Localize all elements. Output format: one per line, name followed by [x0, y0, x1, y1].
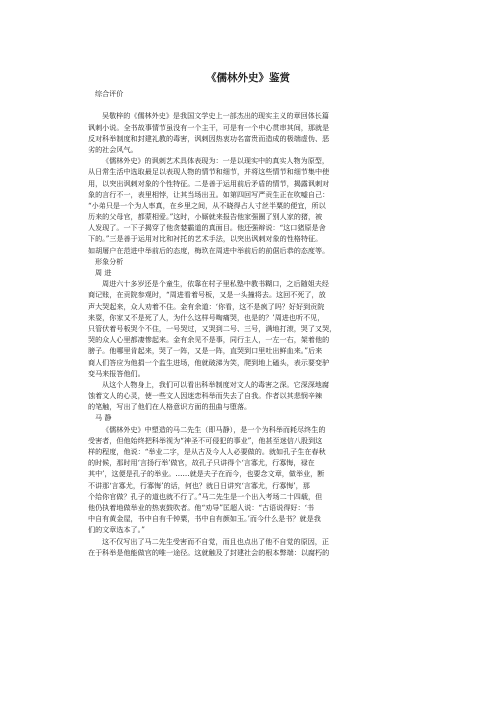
document-body: [88, 88, 426, 558]
text-line: 商记账，在贡院参观时，“周进看着号板，又是一头撞将去。这回不死了，放: [88, 290, 326, 300]
text-line: 蚀着文人的心灵，使一些文人因迷恋科举而失去了自我。作者以其悲悯辛辣: [88, 391, 323, 401]
text-line: 马 静: [95, 413, 112, 423]
text-line: 在于科举是他能做官的唯一途径。这就触及了封建社会的根本弊端：以腐朽的: [88, 547, 330, 557]
document-title: 《儒林外史》鉴赏: [206, 72, 290, 84]
text-line: 样的程度，他说：“举业二字，是从古及今人人必要做的。就如孔子生在春秋: [88, 447, 326, 456]
text-line: 《儒林外史》的讽刺艺术具体表现为：一是以现实中的真实人物为原型，: [102, 156, 329, 166]
text-line: 哭的众人心里都凄惨起来。金有余见不是事，同行主人，一左一右，架着他的: [88, 335, 330, 345]
text-line: 变马来报答他们。: [88, 368, 145, 378]
text-line: 个给你官做？孔子的道也就不行了。”马二先生是一个出入考场二十四载，但: [88, 491, 323, 501]
text-line: 下的。”三是善于运用对比和衬托的艺术手法，以突出讽刺对象的性格特征。: [88, 234, 323, 244]
text-line: 形象分析: [95, 256, 124, 266]
text-line: “小弟只是一个为人率真，在乡里之间，从不晓得占人寸丝半粟的便宜，所以: [88, 200, 326, 210]
text-line: 讽刺小说。全书故事情节虽没有一个主干，可是有一个中心贯串其间，那就是: [88, 122, 330, 132]
text-line: 象的言行不一，表里相悖，让其当场出丑。如第四回写严贡生正在吹嘘自己：: [88, 189, 330, 199]
text-line: 声大哭起来，众人劝着不住。金有余道：‘你看，这不是疯了吗？好好到贡院: [88, 301, 325, 311]
text-line: 《儒林外史》中塑造的马二先生（即马静），是一个为科举而耗尽终生的: [102, 424, 326, 434]
text-line: 反对科举制度和封建礼教的毒害，讽刺因热衷功名富贵而造成的极端虚伪、恶: [88, 133, 330, 143]
text-line: 的时候，那时用‘言扬行举’做官，故孔子只讲得个‘言寡尤，行寡悔，禄在: [88, 458, 315, 468]
text-line: 其中’，这便是孔子的举业。……就是夫子在而今，也要念文章，做举业，断: [88, 469, 325, 479]
text-line: 吴敬梓的《儒林外史》是我国文学史上一部杰出的现实主义的章回体长篇: [102, 111, 329, 121]
text-line: 这不仅写出了马二先生受害而不自觉，而且也点出了他不自觉的原因，正: [102, 536, 329, 546]
text-line: 膀子。他哪里肯起来，哭了一阵，又是一阵，直哭到口里吐出鲜血来。”后来: [88, 346, 323, 356]
text-line: 周 进: [95, 268, 112, 277]
text-line: 他仍执着地做举业的热衷鼓吹者。他“劝导”匡超人说：“古语说得好：‘书: [88, 502, 314, 512]
text-line: 历来的父母官，都蒙相爱。”这时，小厮就来报告他家强圈了别人家的猪，被: [88, 212, 323, 222]
text-line: 周进六十多岁还是个童生，依靠在村子里私塾中教书糊口，之后随姐夫经: [102, 279, 329, 289]
text-line: 们的文章选本了。”: [88, 525, 145, 535]
text-line: 劣的社会风气。: [88, 144, 138, 154]
text-line: 商人们答应为他捐一个监生进场，他就破涕为笑，爬到地上磕头，表示要变驴: [88, 357, 330, 367]
text-line: 从这个人物身上，我们可以看出科举制度对文人的毒害之深。它深深地腐: [102, 379, 329, 389]
text-line: 来耍，你家又不是死了人，为什么这样号啕痛哭，也是的？’周进也听不见，: [88, 312, 325, 322]
text-line: 用，以突出讽刺对象的个性特征。二是善于运用前后矛盾的情节，揭露讽刺对: [88, 178, 330, 188]
text-line: 中自有黄金屋，书中自有千钟粟，书中自有颜如玉。’而今什么是书？就是我: [88, 514, 321, 524]
text-line: 综合评价: [95, 89, 124, 98]
text-line: [88, 99, 426, 110]
text-line: 受害者，但他始终把科举视为“神圣不可侵犯的事业”，他甚至迷信八股到这: [88, 435, 323, 445]
text-line: 从日常生活中选取最足以表现人物的情节和细节，并将这些情节和细节集中使: [88, 167, 330, 177]
text-line: 人发现了。一下子揭穿了他贪婪霸道的真面目。他还强辩说：“这口猪原是舍: [88, 223, 326, 233]
text-line: 如胡屠户在范进中举前后的态度，梅玖在周进中举前后的前倨后恭的态度等。: [88, 245, 330, 255]
text-line: 只管伏着号板哭个不住，一号哭过，又哭到二号、三号，满地打滚，哭了又哭，: [88, 323, 337, 333]
text-line: 不讲那‘言寡尤，行寡悔’的话，何也？就日日讲究‘言寡尤，行寡悔’，那: [88, 480, 310, 490]
text-line: 的笔触，写出了他们在人格意识方面的扭曲与堕落。: [88, 402, 252, 412]
